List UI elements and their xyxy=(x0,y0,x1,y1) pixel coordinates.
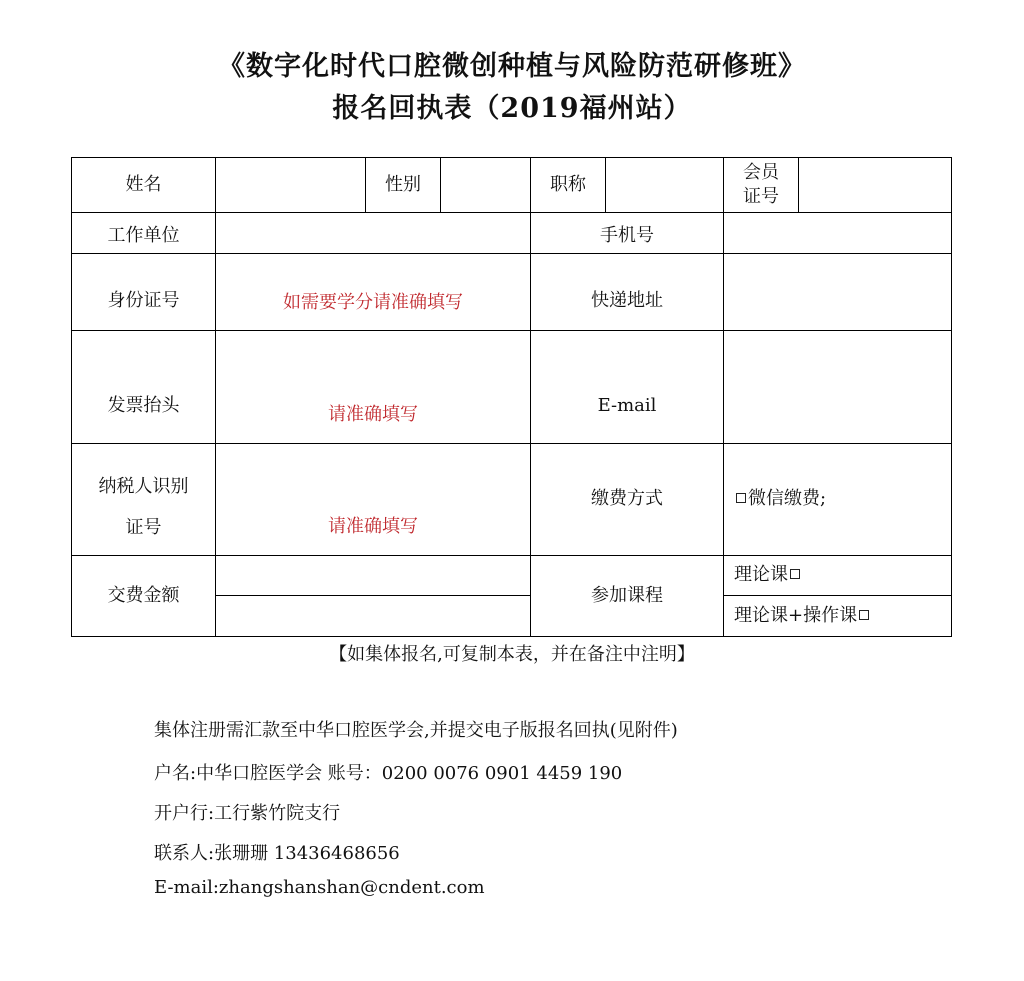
id-number-field[interactable] xyxy=(216,254,531,331)
taxpayer-id-field[interactable] xyxy=(216,444,531,556)
theory-practice-course-checkbox[interactable] xyxy=(859,610,869,620)
phone-field[interactable] xyxy=(724,213,952,254)
address-field[interactable] xyxy=(724,254,952,331)
name-field[interactable] xyxy=(216,158,366,213)
job-title-field[interactable] xyxy=(606,158,724,213)
invoice-title-field[interactable] xyxy=(216,331,531,444)
form-title-line-2: 报名回执表（2019福州站） xyxy=(332,93,692,124)
fee-amount-field-2[interactable] xyxy=(216,596,531,637)
email-label: E-mail xyxy=(531,331,724,444)
course-label: 参加课程 xyxy=(531,556,724,637)
invoice-title-label: 发票抬头 xyxy=(72,331,216,444)
payment-option-wechat[interactable]: 微信缴费; xyxy=(724,444,952,556)
contact-person: 联系人:张珊珊 13436468656 xyxy=(154,843,400,864)
email-field[interactable] xyxy=(724,331,952,444)
work-unit-field[interactable] xyxy=(216,213,531,254)
form-row-fee-1 xyxy=(72,556,952,596)
form-row-invoice xyxy=(72,331,952,444)
taxpayer-id-hint: 请准确填写 xyxy=(328,516,418,537)
account-info: 户名:中华口腔医学会 账号：0200 0076 0901 4459 190 xyxy=(154,763,623,784)
group-registration-note: 【如集体报名,可复制本表，并在备注中注明】 xyxy=(329,644,695,665)
course-option-theory-practice[interactable]: 理论课+操作课 xyxy=(724,596,952,637)
fee-amount-field-1[interactable] xyxy=(216,556,531,596)
invoice-title-hint: 请准确填写 xyxy=(328,404,418,425)
member-id-label: 会员 证号 xyxy=(724,158,799,213)
theory-course-checkbox[interactable] xyxy=(790,569,800,579)
work-unit-label: 工作单位 xyxy=(72,213,216,254)
name-label: 姓名 xyxy=(72,158,216,213)
job-title-label: 职称 xyxy=(531,158,606,213)
fee-amount-label: 交费金额 xyxy=(72,556,216,637)
taxpayer-id-label: 纳税人识别 证号 xyxy=(72,444,216,556)
form-row-id xyxy=(72,254,952,331)
bank-branch: 开户行:工行紫竹院支行 xyxy=(154,803,341,824)
registration-form-table xyxy=(71,157,952,637)
form-row-basic xyxy=(72,158,952,213)
gender-field[interactable] xyxy=(441,158,531,213)
course-option-theory[interactable]: 理论课 xyxy=(724,556,952,596)
form-row-tax xyxy=(72,444,952,556)
form-row-work xyxy=(72,213,952,254)
member-id-field[interactable] xyxy=(799,158,952,213)
id-number-hint: 如需要学分请准确填写 xyxy=(283,292,463,313)
wechat-pay-checkbox[interactable] xyxy=(736,493,746,503)
gender-label: 性别 xyxy=(366,158,441,213)
phone-label: 手机号 xyxy=(531,213,724,254)
address-label: 快递地址 xyxy=(531,254,724,331)
payment-instruction: 集体注册需汇款至中华口腔医学会,并提交电子版报名回执(见附件) xyxy=(154,720,678,741)
id-number-label: 身份证号 xyxy=(72,254,216,331)
form-title-line-1: 《数字化时代口腔微创种植与风险防范研修班》 xyxy=(218,51,806,82)
contact-email: E-mail:zhangshanshan@cndent.com xyxy=(154,877,485,898)
payment-method-label: 缴费方式 xyxy=(531,444,724,556)
